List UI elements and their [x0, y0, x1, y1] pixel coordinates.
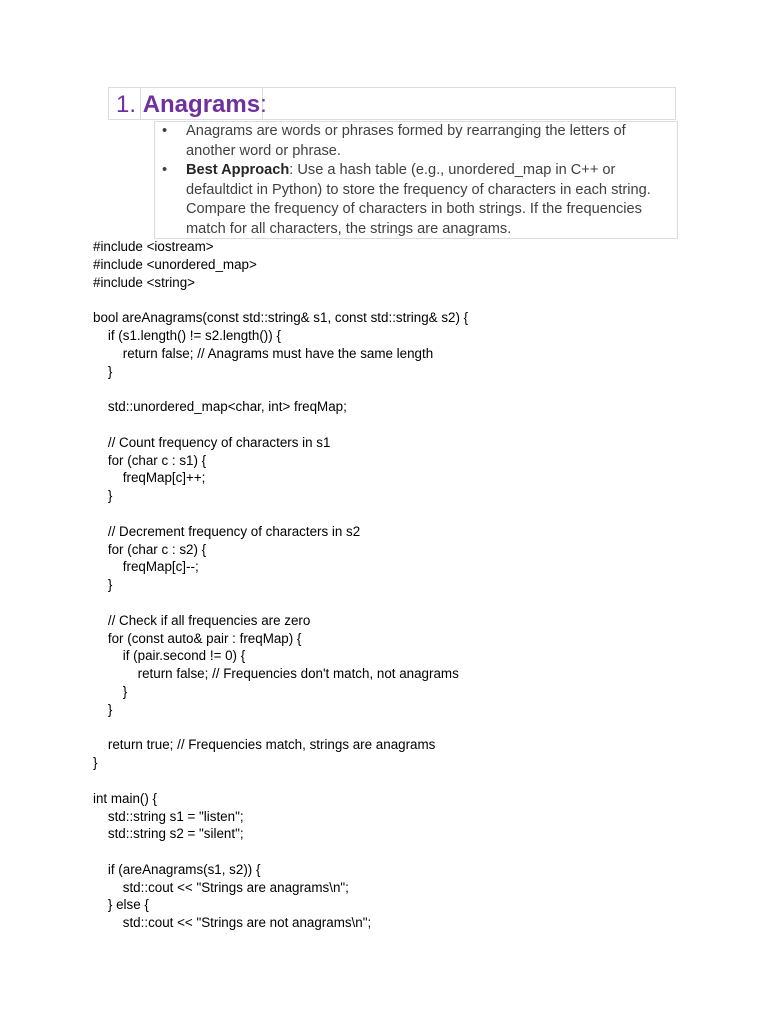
code-line: std::cout << "Strings are anagrams\n"; — [93, 879, 349, 895]
code-line: freqMap[c]--; — [93, 559, 199, 575]
code-line: std::string s2 = "silent"; — [93, 826, 244, 842]
code-line: #include <iostream> — [93, 239, 214, 254]
code-line: // Check if all frequencies are zero — [93, 612, 311, 628]
code-line: return true; // Frequencies match, strings are anagrams — [93, 737, 436, 753]
bullet-item — [160, 161, 660, 239]
code-line — [93, 843, 468, 861]
code-line: if (s1.length() != s2.length()) { — [93, 327, 281, 343]
code-line: } else { — [93, 897, 149, 913]
code-line: } — [93, 577, 113, 593]
code-line: freqMap[c]++; — [93, 470, 206, 486]
section-title: Anagrams — [142, 91, 261, 118]
bullet-text: Anagrams are words or phrases formed by rearranging the letters of another word or phrase. — [186, 123, 626, 159]
code-line — [93, 772, 468, 790]
code-line — [93, 505, 468, 523]
code-line: std::unordered_map<char, int> freqMap; — [93, 399, 347, 415]
code-line — [93, 594, 468, 612]
code-line: } — [93, 363, 113, 379]
bullet-label: Best Approach — [186, 162, 290, 178]
code-line: #include <string> — [93, 274, 195, 290]
code-block — [93, 238, 468, 932]
code-line: int main() { — [93, 790, 157, 806]
section-number: 1. — [116, 91, 137, 118]
bullet-dot-icon: • — [162, 123, 168, 139]
code-line: } — [93, 683, 128, 699]
code-line: if (areAnagrams(s1, s2)) { — [93, 861, 261, 877]
code-line — [93, 380, 468, 398]
section-heading — [116, 88, 267, 122]
code-line: // Count frequency of characters in s1 — [93, 434, 331, 450]
code-line: std::string s1 = "listen"; — [93, 808, 244, 824]
code-line — [93, 291, 468, 309]
bullet-item — [160, 122, 660, 161]
code-line: } — [93, 755, 98, 771]
code-line: return false; // Frequencies don't match, not anagrams — [93, 666, 459, 682]
code-line — [93, 416, 468, 434]
code-line: std::cout << "Strings are not anagrams\n"; — [93, 915, 372, 931]
code-line: return false; // Anagrams must have the same length — [93, 345, 434, 361]
code-line: bool areAnagrams(const std::string& s1, const std::string& s2) { — [93, 310, 469, 326]
section-colon: : — [260, 91, 267, 118]
code-line: if (pair.second != 0) { — [93, 648, 246, 664]
code-line: for (char c : s2) { — [93, 541, 207, 557]
code-line: } — [93, 488, 113, 504]
code-line — [93, 719, 468, 737]
code-line: for (const auto& pair : freqMap) { — [93, 630, 302, 646]
bullet-text: : Use a hash table (e.g., unordered_map in C++ or defaultdict in Python) to store the frequency of characters in each string. Compare the frequency of characters in both strings. If the frequencies match for all characters, the strings are anagrams. — [186, 162, 651, 237]
code-line: #include <unordered_map> — [93, 256, 257, 272]
code-line: for (char c : s1) { — [93, 452, 207, 468]
bullet-list — [160, 122, 660, 239]
bullet-dot-icon: • — [162, 162, 168, 178]
code-line: } — [93, 701, 113, 717]
code-line: // Decrement frequency of characters in s2 — [93, 523, 361, 539]
